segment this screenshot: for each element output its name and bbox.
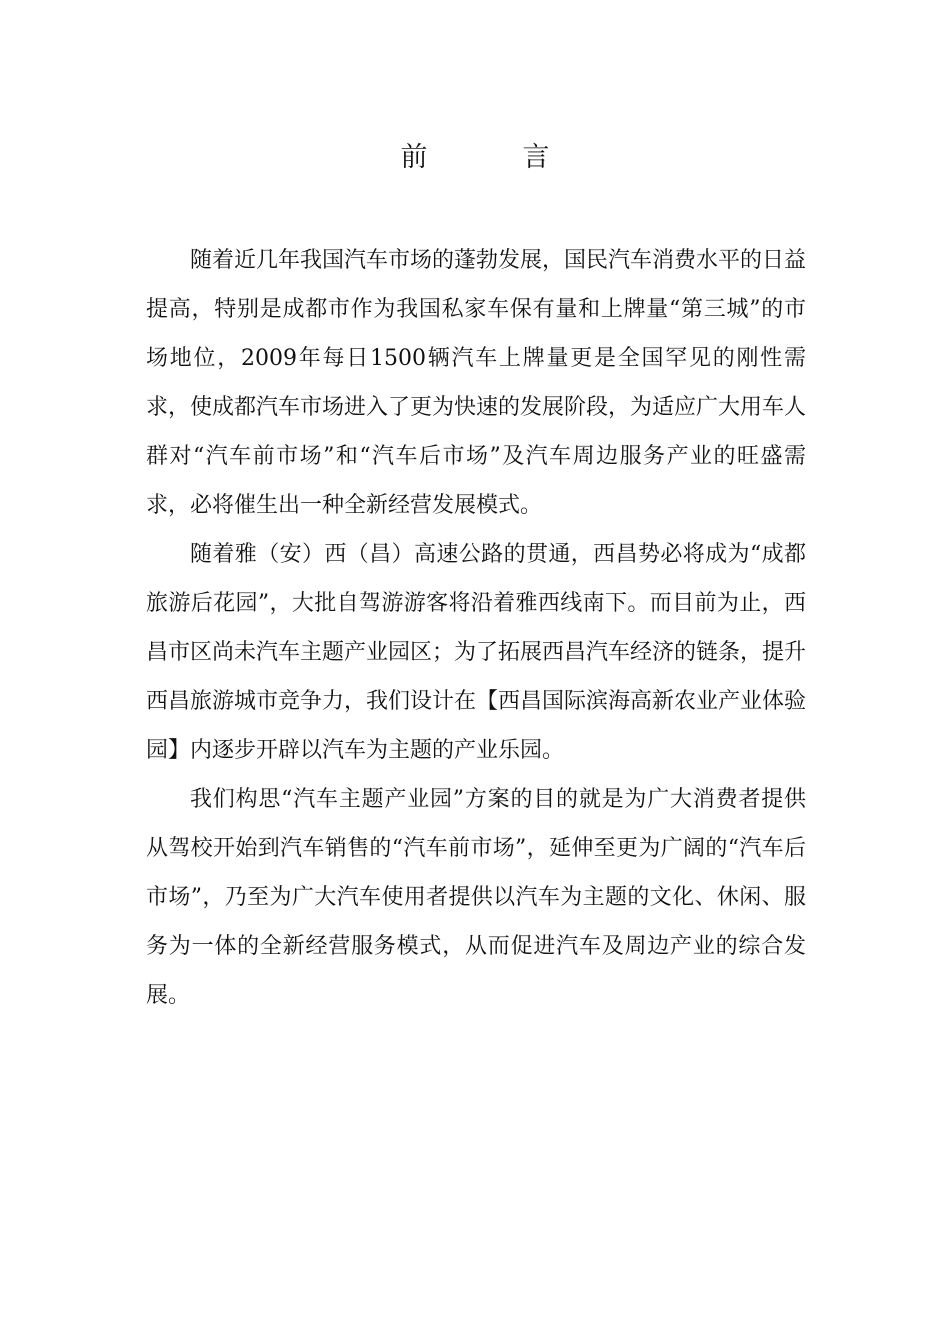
page-title: 前 言 (400, 142, 584, 173)
paragraph-1: 随着近几年我国汽车市场的蓬勃发展，国民汽车消费水平的日益提高，特别是成都市作为我国私家车保有量和上牌量“第三城”的市场地位，2009年每日1500辆汽车上牌量更是全国罕见的刚性需求，使成都汽车市场进入了更为快速的发展阶段，为适应广大用车人群对“汽车前市场”和“汽车后市场”及汽车周边服务产业的旺盛需求，必将催生出一种全新经营发展模式。 (146, 248, 807, 518)
paragraph-3: 我们构思“汽车主题产业园”方案的目的就是为广大消费者提供从驾校开始到汽车销售的“汽车前市场”，延伸至更为广阔的“汽车后市场”，乃至为广大汽车使用者提供以汽车为主题的文化、休闲、服务为一体的全新经营服务模式，从而促进汽车及周边产业的综合发展。 (146, 787, 806, 1008)
paragraph-2: 随着雅（安）西（昌）高速公路的贯通，西昌势必将成为“成都旅游后花园”，大批自驾游游客将沿着雅西线南下。而目前为止，西昌市区尚未汽车主题产业园区；为了拓展西昌汽车经济的链条，提升西昌旅游城市竞争力，我们设计在【西昌国际滨海高新农业产业体验园】内逐步开辟以汽车为主题的产业乐园。 (146, 542, 807, 763)
document-body (146, 236, 806, 1020)
